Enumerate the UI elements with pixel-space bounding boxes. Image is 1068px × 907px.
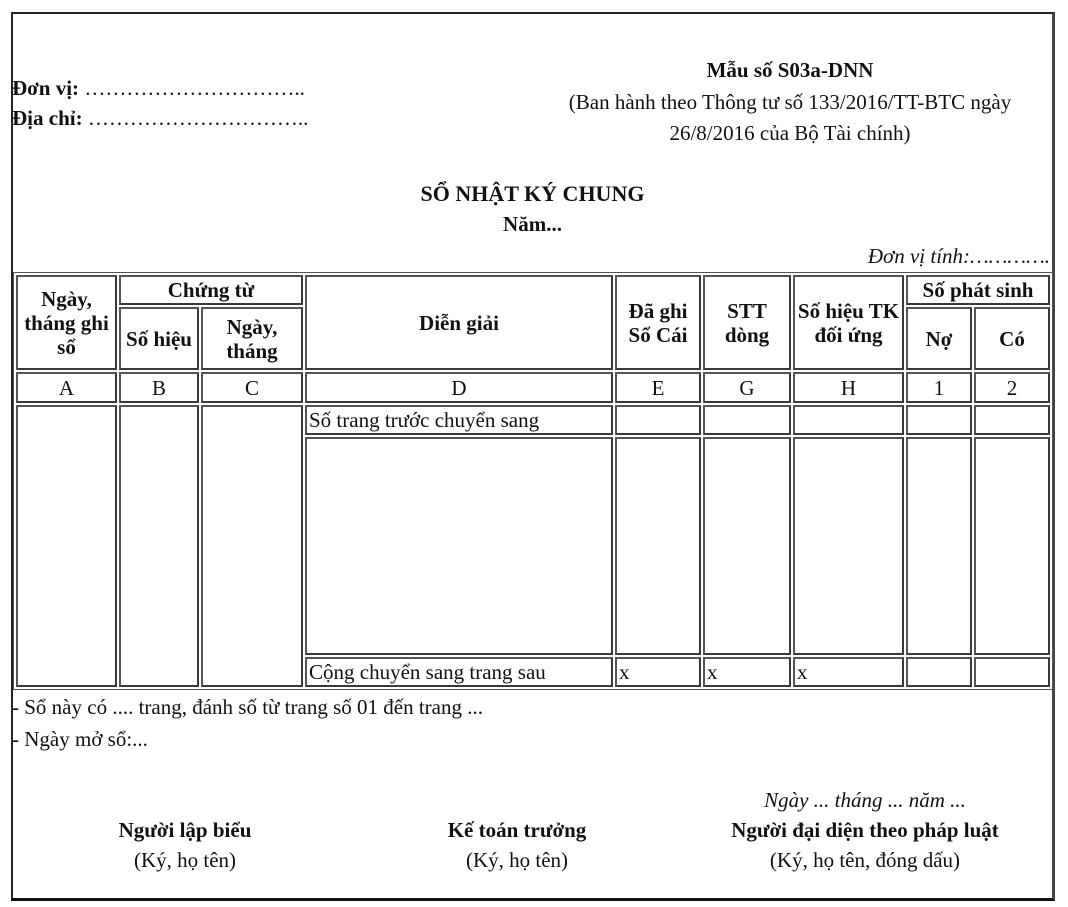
signature-legal-representative (680, 815, 1050, 875)
note-open-date: - Ngày mở sổ:... (12, 727, 148, 751)
header-voucher: Chứng từ (119, 275, 303, 305)
contra-account-entries-cell[interactable] (793, 437, 904, 654)
credit-entries-cell[interactable] (974, 437, 1050, 654)
carried-forward-credit[interactable] (974, 657, 1050, 687)
column-code-row (16, 372, 1050, 402)
unit-label: Đơn vị: (12, 76, 80, 100)
header-line-no: STT dòng (703, 275, 791, 370)
debit-cell[interactable] (906, 405, 972, 435)
description-entries-cell[interactable] (305, 437, 613, 654)
code-1: 1 (906, 372, 972, 402)
brought-forward-row (16, 405, 1050, 435)
voucher-number-cell[interactable] (119, 405, 199, 687)
unit-field (12, 76, 305, 101)
preparer-note: (Ký, họ tên) (133, 848, 237, 872)
header-posted-ledger: Đã ghi Sổ Cái (615, 275, 701, 370)
posted-ledger-entries-cell[interactable] (615, 437, 701, 654)
chief-accountant-note: (Ký, họ tên) (465, 848, 569, 872)
signature-preparer (60, 815, 310, 875)
header-credit: Có (974, 307, 1050, 370)
currency-unit: Đơn vị tính:…………. (867, 244, 1050, 268)
voucher-date-cell[interactable] (201, 405, 303, 687)
book-year: Năm... (503, 212, 562, 236)
carried-forward-mark-h: x (793, 657, 904, 687)
header-voucher-number: Số hiệu (119, 307, 199, 370)
signature-chief-accountant (392, 815, 642, 875)
header-date-recorded: Ngày, tháng ghi sổ (16, 275, 117, 370)
code-g: G (703, 372, 791, 402)
code-a: A (16, 372, 117, 402)
legal-rep-note: (Ký, họ tên, đóng dấu) (769, 848, 961, 872)
line-no-entries-cell[interactable] (703, 437, 791, 654)
carried-forward-label: Cộng chuyển sang trang sau (305, 657, 613, 687)
unit-value: ………………………….. (79, 76, 305, 100)
date-recorded-cell[interactable] (16, 405, 117, 687)
address-value: ………………………….. (82, 106, 309, 130)
header-description: Diễn giải (305, 275, 613, 370)
header-amount: Số phát sinh (906, 275, 1050, 305)
code-d: D (305, 372, 613, 402)
header-row-1 (16, 275, 1050, 305)
preparer-title: Người lập biểu (118, 818, 252, 842)
contra-account-cell[interactable] (793, 405, 904, 435)
form-issued-line2: 26/8/2016 của Bộ Tài chính) (669, 121, 911, 145)
header-voucher-date: Ngày, tháng (201, 307, 303, 370)
code-c: C (201, 372, 303, 402)
code-e: E (615, 372, 701, 402)
address-field (12, 106, 308, 131)
line-no-cell[interactable] (703, 405, 791, 435)
address-label: Địa chỉ: (12, 106, 83, 130)
signature-date-line: Ngày ... tháng ... năm ... (764, 788, 966, 812)
debit-entries-cell[interactable] (906, 437, 972, 654)
credit-cell[interactable] (974, 405, 1050, 435)
carried-forward-mark-g: x (703, 657, 791, 687)
code-2: 2 (974, 372, 1050, 402)
header-debit: Nợ (906, 307, 972, 370)
posted-ledger-cell[interactable] (615, 405, 701, 435)
carried-forward-mark-e: x (615, 657, 701, 687)
brought-forward-label: Số trang trước chuyển sang (305, 405, 613, 435)
chief-accountant-title: Kế toán trưởng (447, 818, 587, 842)
code-b: B (119, 372, 199, 402)
form-issued-line1: (Ban hành theo Thông tư số 133/2016/TT-BTC ngày (568, 90, 1012, 114)
carried-forward-debit[interactable] (906, 657, 972, 687)
note-pages: - Sổ này có .... trang, đánh số từ trang số 01 đến trang ... (12, 695, 483, 719)
code-h: H (793, 372, 904, 402)
legal-rep-title: Người đại diện theo pháp luật (731, 818, 999, 842)
page-title: SỔ NHẬT KÝ CHUNG (420, 181, 645, 206)
form-code: Mẫu số S03a-DNN (706, 58, 874, 82)
journal-table (13, 272, 1053, 690)
header-contra-account: Số hiệu TK đối ứng (793, 275, 904, 370)
